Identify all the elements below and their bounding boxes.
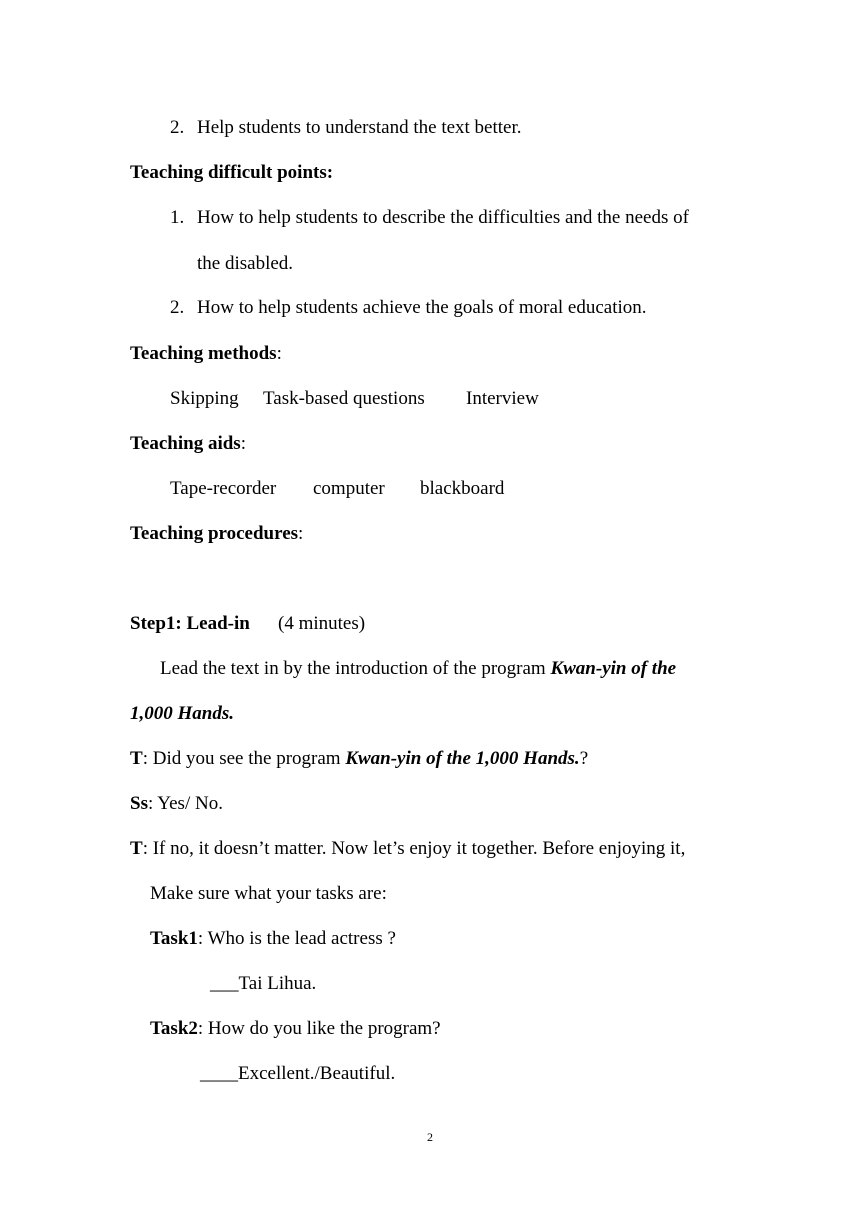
heading-label: Teaching methods <box>130 343 277 364</box>
dialogue-text: : Yes/ No. <box>147 793 223 814</box>
dialogue-text: : If no, it doesn’t matter. Now let’s enjoy it together. Before enjoying it, <box>142 838 686 859</box>
dialogue-line <box>130 837 685 861</box>
heading-colon: : <box>298 523 304 544</box>
task-answer: ___Tai Lihua. <box>210 973 317 994</box>
section-heading-procedures <box>130 522 303 546</box>
list-item-text: How to help students to describe the difficulties and the needs of <box>197 207 689 228</box>
heading-colon: : <box>276 343 282 364</box>
dialogue-text: ? <box>579 748 589 769</box>
task-line <box>150 1017 441 1041</box>
dialogue-line <box>130 747 588 771</box>
heading-colon: : <box>240 433 246 454</box>
section-heading-methods <box>130 342 282 366</box>
heading-label: Teaching aids <box>130 433 241 454</box>
method-item: Task-based questions <box>263 388 425 409</box>
task-question: : Who is the lead actress ? <box>197 928 396 949</box>
aid-item: Tape-recorder <box>170 478 277 499</box>
task-question: : How do you like the program? <box>197 1018 441 1039</box>
task-label: Task2 <box>150 1018 198 1039</box>
list-item-text: How to help students achieve the goals of moral education. <box>197 297 647 318</box>
dialogue-continuation: Make sure what your tasks are: <box>150 883 387 904</box>
program-title: Kwan-yin of the <box>550 658 677 679</box>
aid-item: blackboard <box>420 478 505 499</box>
paragraph-text: Lead the text in by the introduction of the program <box>160 658 551 679</box>
section-heading-aids <box>130 432 246 456</box>
speaker-label: T <box>130 748 143 769</box>
page-number: 2 <box>427 1130 433 1144</box>
task-answer: ____Excellent./Beautiful. <box>200 1063 396 1084</box>
list-item-continuation: the disabled. <box>197 253 294 274</box>
dialogue-text: : Did you see the program <box>142 748 346 769</box>
speaker-label: Ss <box>130 793 148 814</box>
program-title: Kwan-yin of the 1,000 Hands. <box>345 748 580 769</box>
list-number: 2. <box>170 297 185 318</box>
method-item: Interview <box>466 388 539 409</box>
list-number: 2. <box>170 117 185 138</box>
heading-label: Teaching procedures <box>130 523 299 544</box>
aid-item: computer <box>313 478 385 499</box>
speaker-label: T <box>130 838 143 859</box>
step-heading: Step1: Lead-in <box>130 613 250 634</box>
paragraph <box>160 657 676 681</box>
task-line <box>150 927 396 951</box>
program-title-continuation: 1,000 Hands. <box>130 703 234 724</box>
list-item-text: Help students to understand the text better. <box>197 117 522 138</box>
task-label: Task1 <box>150 928 198 949</box>
list-number: 1. <box>170 207 185 228</box>
step-duration: (4 minutes) <box>278 613 366 634</box>
section-heading-difficult-points: Teaching difficult points: <box>130 162 334 183</box>
method-item: Skipping <box>170 388 239 409</box>
dialogue-line <box>130 792 223 816</box>
